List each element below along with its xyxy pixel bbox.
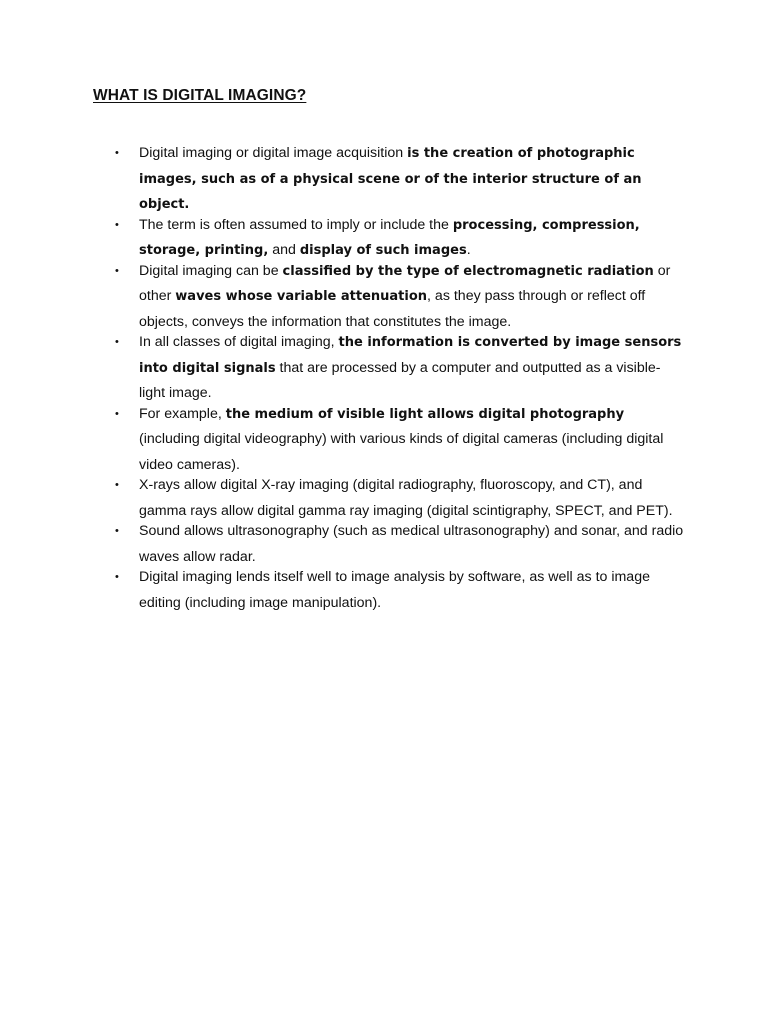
- page-title: WHAT IS DIGITAL IMAGING?: [93, 87, 307, 104]
- list-item: [0, 565, 684, 616]
- item-bold-text: waves whose variable attenuation: [175, 289, 428, 304]
- list-item: [0, 402, 684, 479]
- list-item: [0, 519, 684, 570]
- bullet-icon: •: [115, 407, 119, 420]
- item-text: (including digital videography) with various kinds of digital cameras (including digital video cameras).: [139, 431, 664, 473]
- item-bold-text: is the creation of photographic images, such as of a physical scene or of the interior structure of an object.: [139, 146, 642, 212]
- bullet-icon: •: [115, 147, 119, 159]
- item-text: and: [268, 242, 300, 258]
- list-item: [0, 330, 684, 407]
- item-text: that are processed by a computer and outputted as a visible-light image.: [139, 359, 661, 401]
- item-text: In all classes of digital imaging,: [139, 334, 339, 350]
- item-bold-text: classified by the type of electromagnetic radiation: [282, 263, 654, 279]
- item-text: Digital imaging or digital image acquisition: [139, 145, 408, 161]
- list-item: [0, 141, 684, 218]
- item-bold-text: processing, compression, storage, printing,: [139, 217, 640, 258]
- item-text: For example,: [139, 405, 226, 422]
- list-item: [0, 473, 684, 524]
- item-text: Sound allows ultrasonography (such as medical ultrasonography) and sonar, and radio waves allow radar.: [139, 523, 684, 565]
- bullet-icon: •: [115, 264, 119, 277]
- item-bold-text: the information is converted by image sensors into digital signals: [139, 335, 682, 376]
- list-item: [0, 259, 684, 336]
- item-text: or other: [139, 262, 671, 304]
- item-text: X-rays allow digital X-ray imaging (digital radiography, fluoroscopy, and CT), and gamma rays allow digital gamma ray imaging (digital scintigraphy, SPECT, and PET).: [139, 477, 673, 519]
- item-bold-text: display of such images: [299, 243, 467, 258]
- bullet-icon: •: [115, 336, 119, 348]
- item-bold-text: the medium of visible light allows digital photography: [225, 406, 625, 422]
- bullet-icon: •: [115, 479, 119, 491]
- bullet-icon: •: [115, 571, 119, 583]
- item-text: .: [466, 242, 471, 258]
- bullet-icon: •: [115, 525, 119, 537]
- list-item: [0, 213, 684, 264]
- item-text: The term is often assumed to imply or include the: [139, 216, 453, 233]
- item-text: Digital imaging can be: [139, 262, 283, 279]
- item-text: Digital imaging lends itself well to image analysis by software, as well as to image editing (including image manipulation).: [139, 569, 650, 611]
- bullet-list: [0, 141, 768, 611]
- bullet-icon: •: [115, 218, 119, 231]
- item-text: , as they pass through or reflect off objects, conveys the information that constitutes the image.: [139, 288, 646, 330]
